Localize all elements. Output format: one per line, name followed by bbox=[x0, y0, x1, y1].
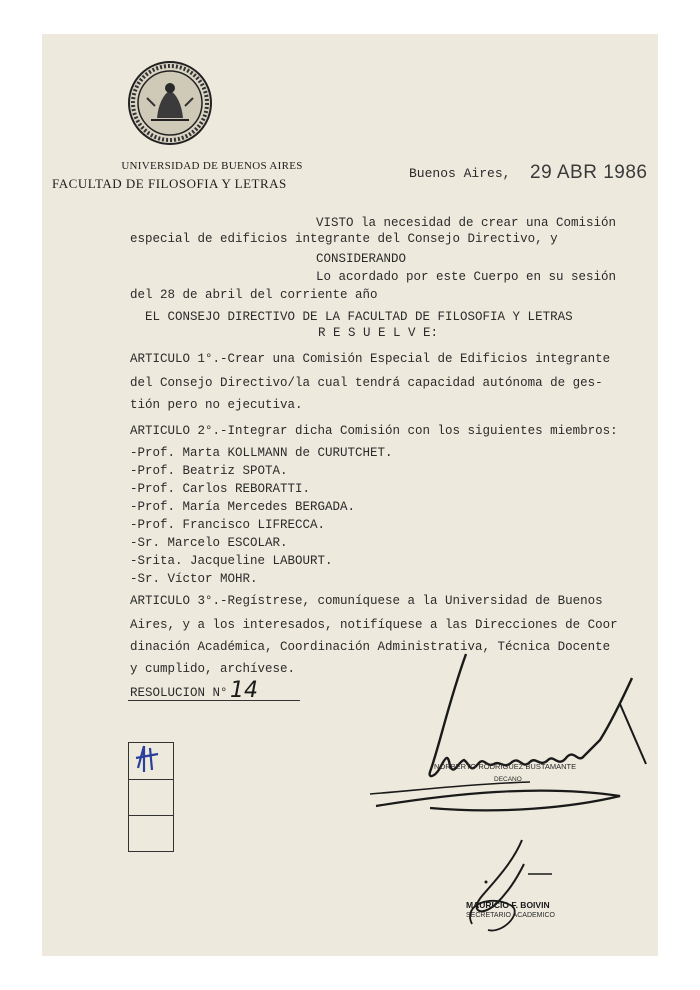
member-item: -Prof. Beatriz SPOTA. bbox=[130, 464, 288, 478]
university-seal-icon bbox=[127, 60, 213, 146]
member-item: -Sr. Marcelo ESCOLAR. bbox=[130, 536, 288, 550]
member-item: -Prof. Marta KOLLMANN de CURUTCHET. bbox=[130, 446, 393, 460]
visto-line-1: VISTO la necesidad de crear una Comisión bbox=[316, 216, 617, 230]
secretary-title-stamp: SECRETARIO ACADEMICO bbox=[466, 912, 555, 919]
articulo-1-line-3: tión pero no ejecutiva. bbox=[130, 398, 303, 412]
resolucion-label: RESOLUCION N° bbox=[130, 686, 228, 700]
member-item: -Prof. Carlos REBORATTI. bbox=[130, 482, 311, 496]
dean-name-stamp: NORBERTO RODRIGUEZ BUSTAMANTE bbox=[434, 762, 577, 771]
consejo-heading: EL CONSEJO DIRECTIVO DE LA FACULTAD DE FILOSOFIA Y LETRAS bbox=[145, 310, 573, 324]
resolucion-number: 14 bbox=[230, 678, 258, 703]
secretary-signature-icon bbox=[452, 834, 572, 944]
date-stamp: 29 ABR 1986 bbox=[530, 162, 648, 183]
articulo-3-line-3: dinación Académica, Coordinación Administrativa, Técnica Docente bbox=[130, 640, 611, 654]
handwritten-initial-icon bbox=[130, 738, 170, 778]
dean-title-stamp: DECANO bbox=[494, 776, 522, 783]
document-page bbox=[42, 34, 658, 956]
articulo-3-line-2: Aires, y a los interesados, notifíquese a las Direcciones de Coor bbox=[130, 618, 618, 632]
faculty-name: FACULTAD DE FILOSOFIA Y LETRAS bbox=[52, 176, 287, 191]
dean-signature-icon bbox=[370, 644, 660, 834]
articulo-3-line-1: ARTICULO 3°.-Regístrese, comuníquese a la Universidad de Buenos bbox=[130, 594, 603, 608]
articulo-2-line: ARTICULO 2°.-Integrar dicha Comisión con los siguientes miembros: bbox=[130, 424, 618, 438]
articulo-3-line-4: y cumplido, archívese. bbox=[130, 662, 296, 676]
university-name: UNIVERSIDAD DE BUENOS AIRES bbox=[121, 160, 303, 172]
considerando-line-2: del 28 de abril del corriente año bbox=[130, 288, 378, 302]
member-item: -Prof. María Mercedes BERGADA. bbox=[130, 500, 356, 514]
date-place: Buenos Aires, bbox=[409, 166, 511, 181]
articulo-1-line-2: del Consejo Directivo/la cual tendrá capacidad autónoma de ges- bbox=[130, 376, 603, 390]
considerando-heading: CONSIDERANDO bbox=[316, 252, 407, 266]
member-item: -Srita. Jacqueline LABOURT. bbox=[130, 554, 333, 568]
considerando-line-1: Lo acordado por este Cuerpo en su sesión bbox=[316, 270, 617, 284]
member-item: -Sr. Víctor MOHR. bbox=[130, 572, 258, 586]
resuelve-heading: R E S U E L V E: bbox=[318, 326, 439, 340]
articulo-1-line-1: ARTICULO 1°.-Crear una Comisión Especial de Edificios integrante bbox=[130, 352, 611, 366]
secretary-name-stamp: MAURICIO F. BOIVIN bbox=[466, 900, 550, 910]
resolucion-underline bbox=[128, 700, 300, 701]
member-item: -Prof. Francisco LIFRECCA. bbox=[130, 518, 326, 532]
visto-line-2: especial de edificios integrante del Consejo Directivo, y bbox=[130, 232, 558, 246]
